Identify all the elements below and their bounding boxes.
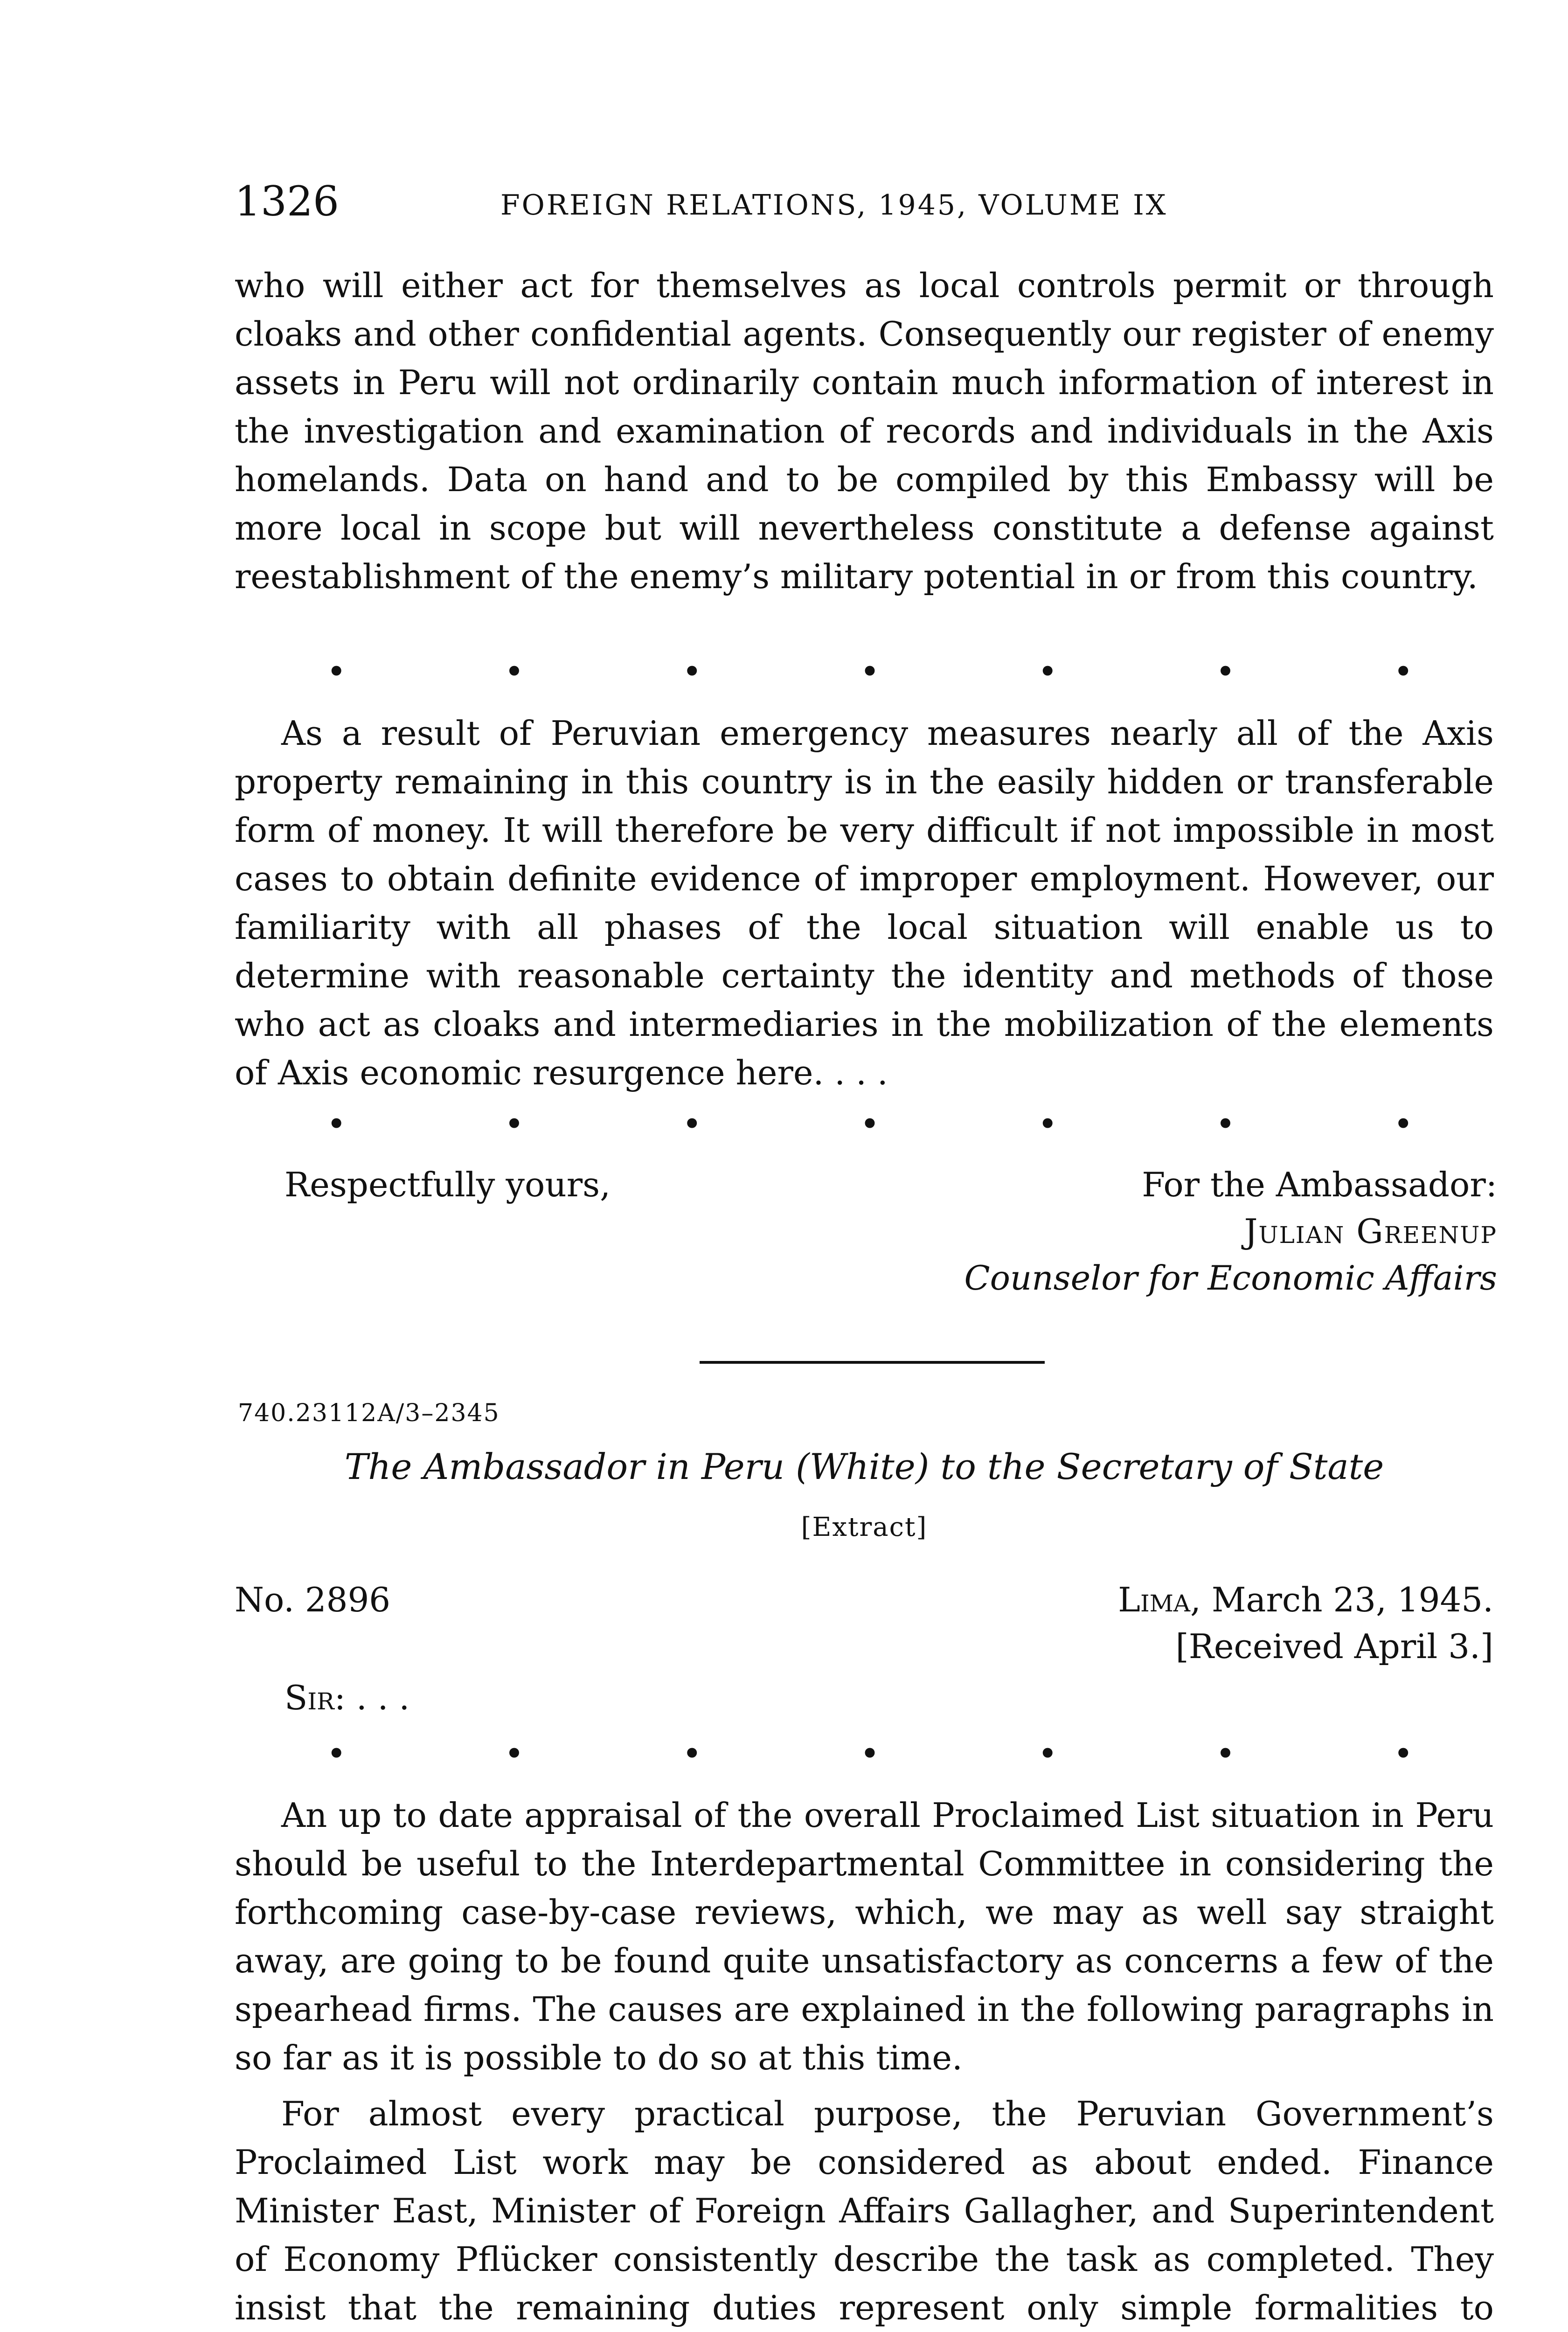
ellipsis-dot: • (504, 1104, 524, 1144)
body-paragraph-4-block (235, 2089, 1494, 2332)
ellipsis-dot: • (504, 1734, 524, 1773)
received-date: [Received April 3.] (1175, 1627, 1493, 1666)
ellipsis-row-2 (326, 1105, 1413, 1143)
ellipsis-row-1 (326, 653, 1413, 690)
ellipsis-dot: • (1038, 652, 1058, 691)
ellipsis-dot: • (860, 652, 880, 691)
dateline (1118, 1576, 1493, 1623)
body-paragraph-1: who will either act for themselves as local controls permit or through cloaks and other confidential agents. Consequently our register of enemy assets in Peru will not ordinarily contain much information of interest in the investigation and examination of records and individuals in the Axis homelands. Data on hand and to be compiled by this Embassy will be more local in scope but will nevertheless constitute a defense against reestablishment of the enemy’s military potential in or from this country. (235, 266, 1494, 596)
ellipsis-dot: • (1038, 1104, 1058, 1144)
ellipsis-dot: • (1393, 652, 1413, 691)
ellipsis-dot: • (326, 1734, 347, 1773)
document-number: No. 2896 (235, 1580, 391, 1619)
ellipsis-dot: • (682, 1734, 702, 1773)
ellipsis-dot: • (326, 1104, 347, 1144)
ellipsis-dot: • (1393, 1734, 1413, 1773)
ellipsis-dot: • (860, 1104, 880, 1144)
body-paragraph-2: As a result of Peruvian emergency measures nearly all of the Axis property remaining in this country is in the easily hidden or transferable form of money. It will therefore be very difficult if not impossible in most cases to obtain definite evidence of improper employment. However, our familiarity with all phases of the local situation will enable us to determine with reasonable certainty the identity and methods of those who act as cloaks and intermediaries in the mobilization of the elements of Axis economic resurgence here. . . . (235, 714, 1494, 1092)
ellipsis-dot: • (504, 652, 524, 691)
ellipsis-dot: • (1393, 1104, 1413, 1144)
for-ambassador-line: For the Ambassador: (1142, 1165, 1497, 1204)
ellipsis-dot: • (1215, 652, 1235, 691)
salutation: Sir: . . . (284, 1678, 410, 1717)
signer-title: Counselor for Economic Affairs (964, 1258, 1497, 1298)
dateline-place: Lima, (1118, 1580, 1201, 1619)
body-paragraph-3: An up to date appraisal of the overall Proclaimed List situation in Peru should be useful to the Interdepartmental Committee in considering the forthcoming case-by-case reviews, which, we may as well say straight away, are going to be found quite unsatisfactory as concerns a few of the spearhead firms. The causes are explained in the following paragraphs in so far as it is possible to do so at this time. (235, 1796, 1494, 2077)
page-header (235, 174, 1494, 229)
file-number: 740.23112A/3–2345 (238, 1399, 500, 1427)
closing-phrase: Respectfully yours, (284, 1165, 611, 1204)
section-divider (700, 1361, 1045, 1364)
ellipsis-row-3 (326, 1735, 1413, 1772)
dateline-date: March 23, 1945. (1211, 1580, 1493, 1619)
extract-label: [Extract] (801, 1512, 928, 1542)
body-paragraph-4: For almost every practical purpose, the Peruvian Government’s Proclaimed List work may be considered as about ended. Finance Minister East, Minister of Foreign Affairs Gallagher, and Superintendent of Economy Pflücker consistently describe the task as completed. They insist that the remaining duties represent only simple formalities to (235, 2094, 1494, 2327)
ellipsis-dot: • (1038, 1734, 1058, 1773)
page-number: 1326 (235, 177, 339, 225)
ellipsis-dot: • (682, 652, 702, 691)
document-title: The Ambassador in Peru (White) to the Secretary of State (344, 1446, 1384, 1487)
body-paragraph-3-block (235, 1791, 1494, 2082)
body-paragraph-2-block (235, 709, 1494, 1097)
ellipsis-dot: • (682, 1104, 702, 1144)
ellipsis-dot: • (1215, 1734, 1235, 1773)
ellipsis-dot: • (860, 1734, 880, 1773)
running-head: FOREIGN RELATIONS, 1945, VOLUME IX (500, 189, 1168, 222)
ellipsis-dot: • (326, 652, 347, 691)
signer-name: Julian Greenup (1244, 1212, 1497, 1251)
ellipsis-dot: • (1215, 1104, 1235, 1144)
body-paragraph-1-block (235, 261, 1494, 601)
